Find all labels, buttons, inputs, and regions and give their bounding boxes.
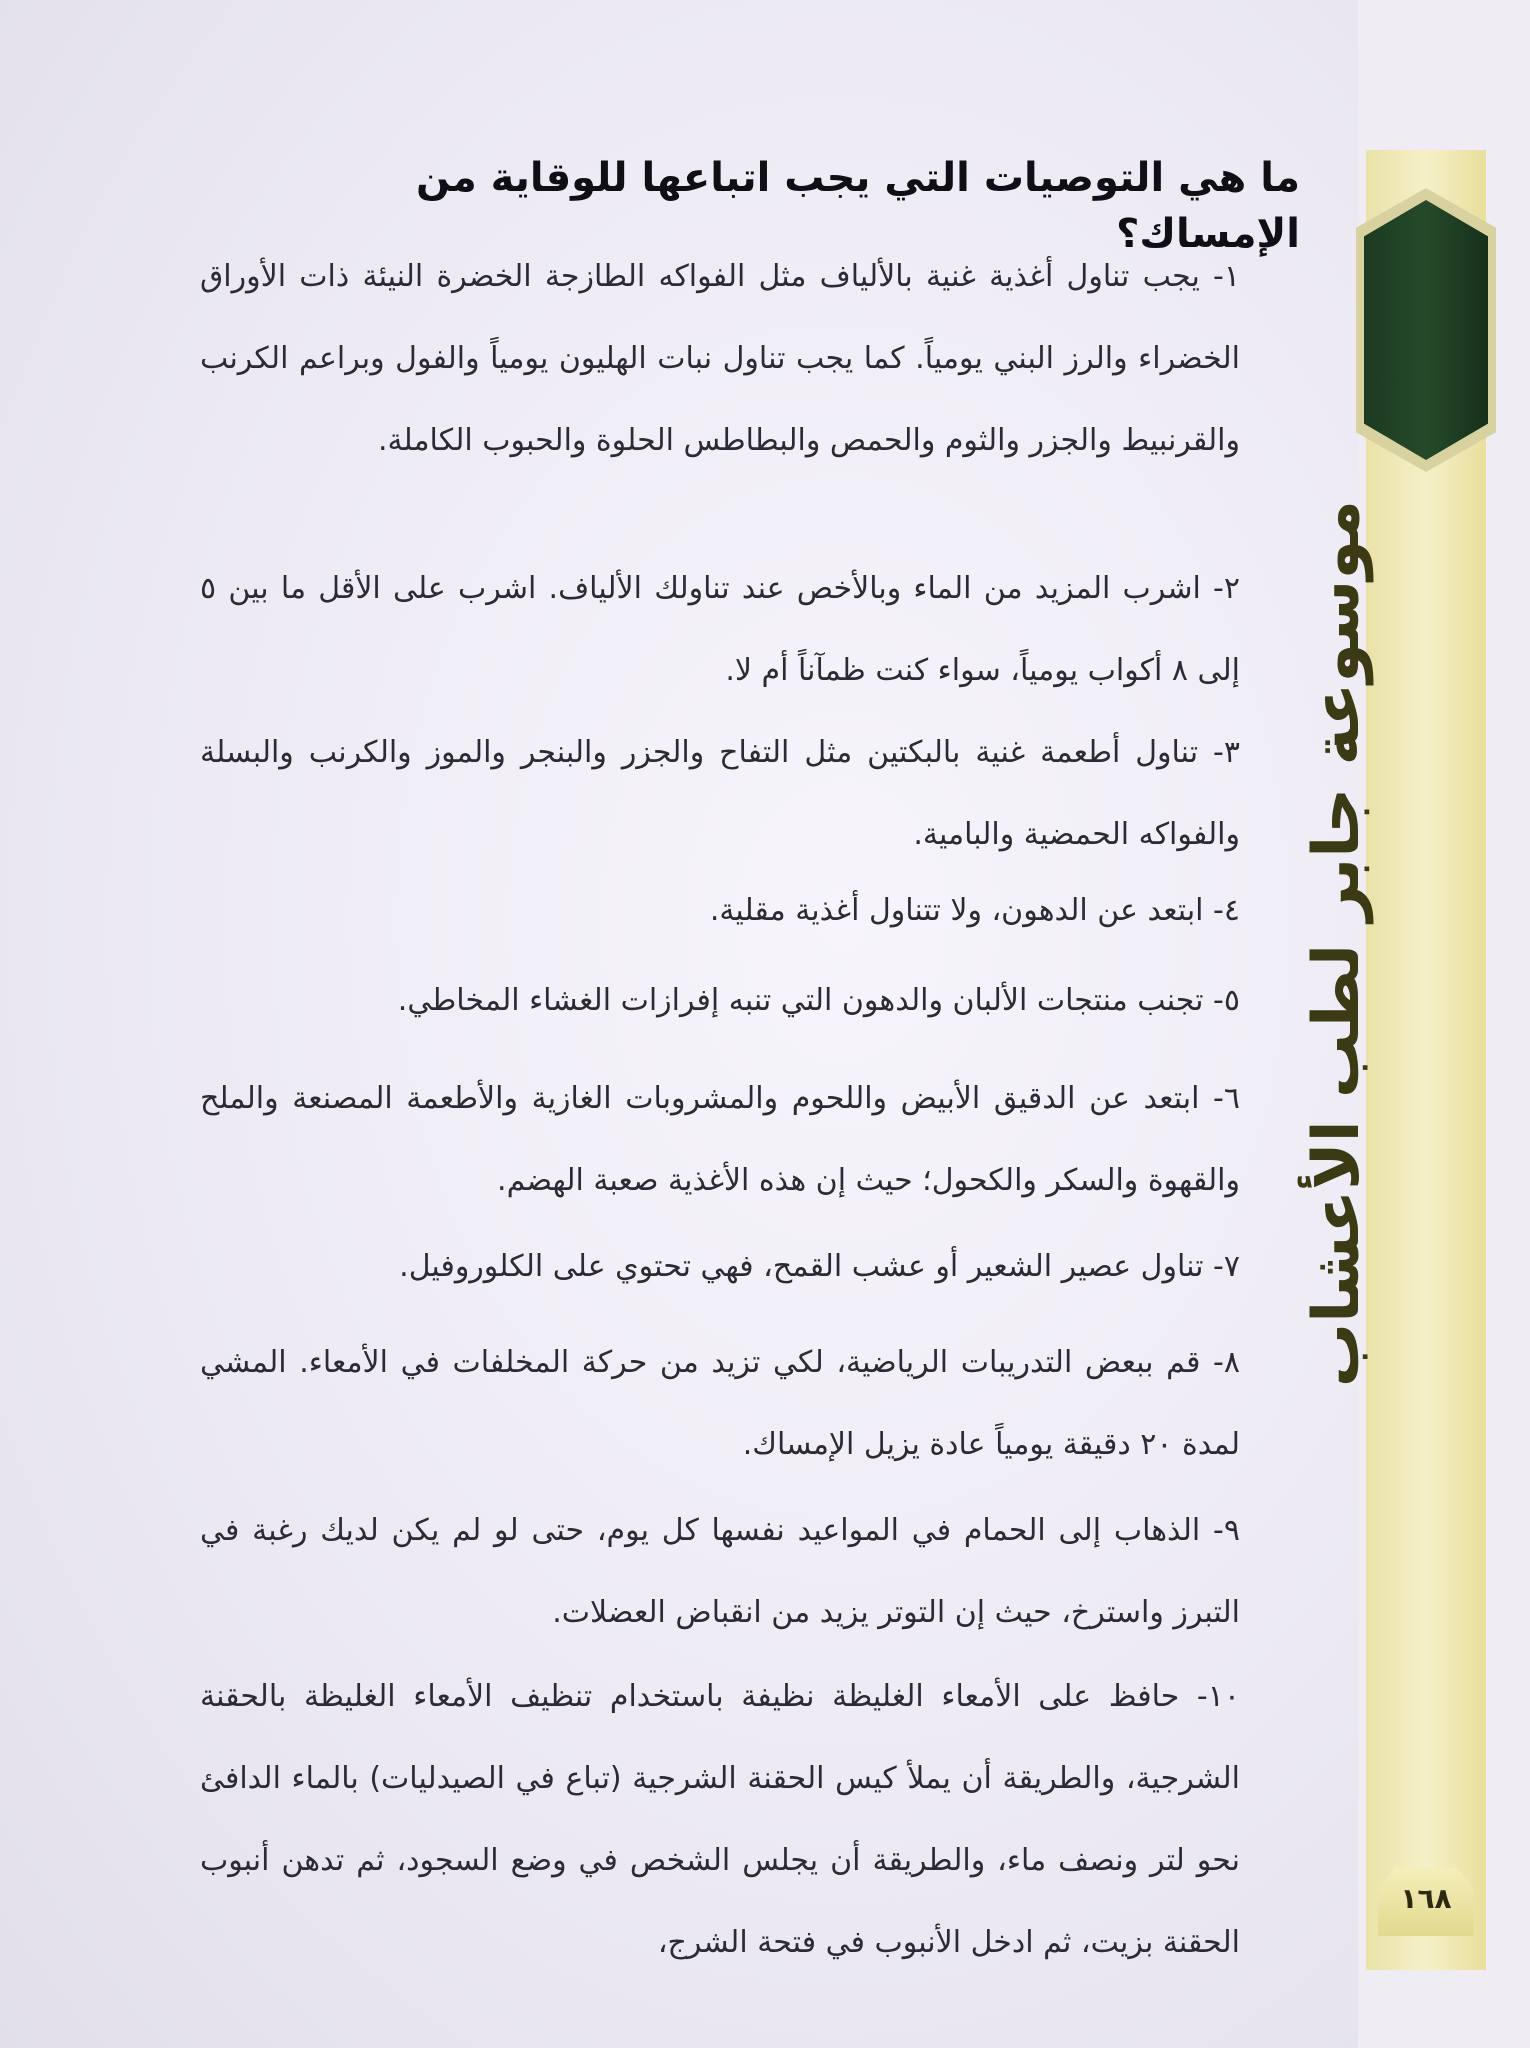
list-item: ٦- ابتعد عن الدقيق الأبيض واللحوم والمشروبات الغازية والأطعمة المصنعة والملح والقهوة والسكر والكحول؛ حيث إن هذه الأغذية صعبة الهضم. xyxy=(200,1081,1240,1198)
list-item: ٤- ابتعد عن الدهون، ولا تتناول أغذية مقلية. xyxy=(709,893,1240,928)
list-item: ٨- قم ببعض التدريبات الرياضية، لكي تزيد من حركة المخلفات في الأمعاء. المشي لمدة ٢٠ دقيقة يومياً عادة يزيل الإمساك. xyxy=(200,1345,1240,1462)
list-item: ٣- تناول أطعمة غنية بالبكتين مثل التفاح والجزر والبنجر والموز والكرنب والبسلة والفواكه الحمضية والبامية. xyxy=(200,735,1240,852)
page-number: ١٦٨ xyxy=(1400,1882,1452,1915)
list-item: ١٠- حافظ على الأمعاء الغليظة نظيفة باستخدام تنظيف الأمعاء الغليظة بالحقنة الشرجية، والطريقة أن يملأ كيس الحقنة الشرجية (تباع في الصيدليات) بالماء الدافئ نحو لتر ونصف ماء، والطريقة أن يجلس الشخص في وضع السجود، ثم تدهن أنبوب الحقنة بزيت، ثم ادخل الأنبوب في فتحة الشرج، xyxy=(200,1679,1240,1960)
list-item: ٩- الذهاب إلى الحمام في المواعيد نفسها كل يوم، حتى لو لم يكن لديك رغبة في التبرز واسترخ، حيث إن التوتر يزيد من انقباض العضلات. xyxy=(200,1513,1240,1630)
section-heading: ما هي التوصيات التي يجب اتباعها للوقاية من الإمساك؟ xyxy=(415,155,1300,257)
list-item: ٥- تجنب منتجات الألبان والدهون التي تنبه إفرازات الغشاء المخاطي. xyxy=(397,983,1240,1018)
list-item: ١- يجب تناول أغذية غنية بالألياف مثل الفواكه الطازجة الخضرة النيئة ذات الأوراق الخضراء والرز البني يومياً. كما يجب تناول نبات الهليون يومياً والفول وبراعم الكرنب والقرنبيط والجزر والثوم والحمص والبطاطس الحلوة والحبوب الكاملة. xyxy=(200,259,1240,458)
list-item: ٢- اشرب المزيد من الماء وبالأخص عند تناولك الألياف. اشرب على الأقل ما بين ٥ إلى ٨ أكواب يومياً، سواء كنت ظمآناً أم لا. xyxy=(200,571,1240,688)
side-title: موسوعة جابر لطب الأعشاب xyxy=(1300,500,1374,1388)
list-item: ٧- تناول عصير الشعير أو عشب القمح، فهي تحتوي على الكلوروفيل. xyxy=(399,1249,1240,1284)
